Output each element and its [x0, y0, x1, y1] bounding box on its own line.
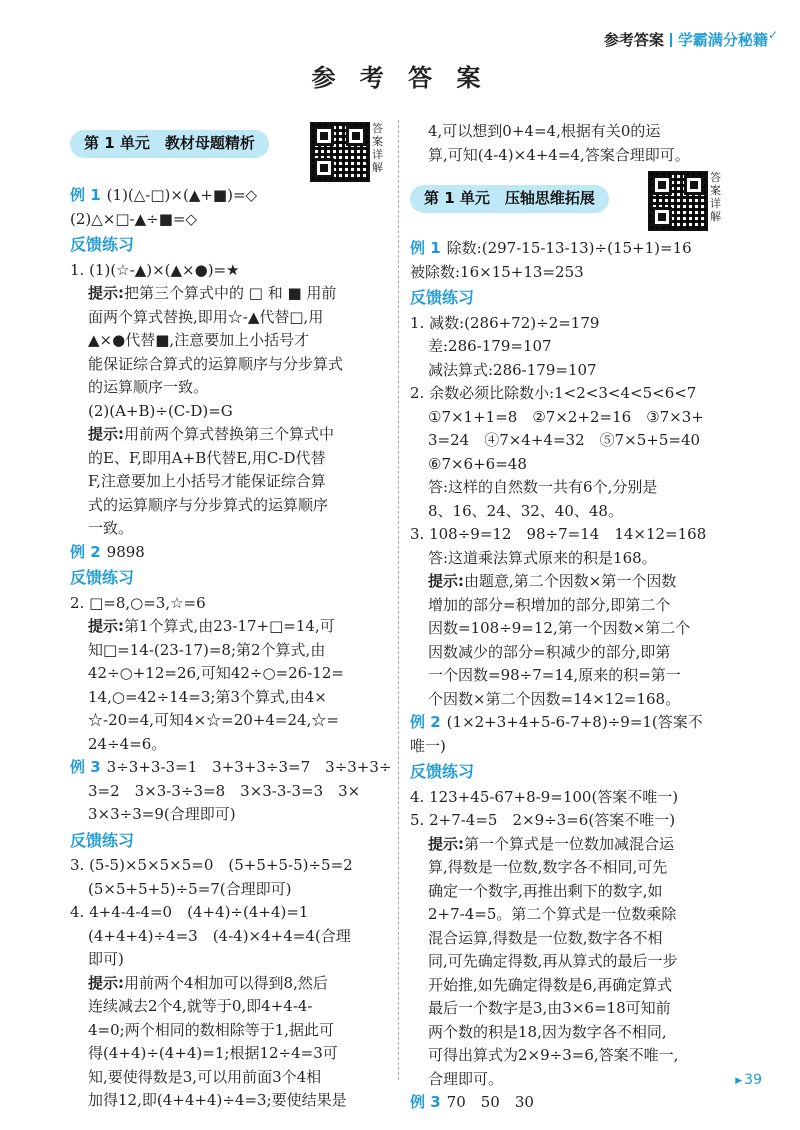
line-text: 答:这道乘法算式原来的积是168。	[428, 548, 657, 567]
answer-line	[70, 686, 392, 710]
answer-line	[410, 786, 740, 810]
feedback-heading: 反馈练习	[410, 288, 475, 307]
running-header	[604, 28, 778, 50]
answer-line	[70, 208, 392, 232]
line-text: 14,○=42÷14=3;第3个算式,由4×	[88, 687, 327, 706]
hint-label: 提示:	[88, 973, 124, 992]
line-text: 合理即可。	[428, 1069, 504, 1088]
answer-line	[410, 120, 740, 144]
answer-line	[70, 329, 392, 353]
answer-line	[70, 306, 392, 330]
line-text: 5. 2+7-4=5 2×9÷3=6(答案不唯一)	[410, 811, 676, 829]
answer-line	[410, 809, 740, 833]
section-title: 第 1 单元 教材母题精析	[70, 130, 269, 158]
line-text: ▲×●代替■,注意要加上小括号才	[88, 331, 310, 349]
hint-label: 提示:	[428, 572, 464, 590]
line-text: (4+4+4)÷4=3 (4-4)×4+4=4(合理	[88, 926, 351, 945]
left-section-header	[70, 120, 392, 184]
feedback-heading: 反馈练习	[70, 830, 135, 850]
answer-line	[410, 312, 740, 336]
answer-line	[70, 376, 392, 400]
feedback-heading: 反馈练习	[410, 762, 475, 781]
line-text: 同,可先确定得数,再从算式的最后一步	[428, 952, 678, 970]
line-text: 2. □=8,○=3,☆=6	[70, 593, 206, 612]
answer-line	[70, 423, 392, 447]
line-text: 被除数:16×15+13=253	[410, 262, 584, 281]
line-text: 一致。	[88, 519, 134, 537]
line-text: 面两个算式替换,即用☆-▲代替□,用	[88, 307, 324, 326]
answer-line	[410, 641, 740, 665]
answer-line	[70, 854, 392, 878]
line-text: 3=2 3×3-3÷3=8 3×3-3-3=3 3×	[88, 781, 361, 800]
line-text: 加得12,即(4+4+4)÷4=3;要使结果是	[88, 1091, 347, 1109]
right-lines	[410, 237, 743, 1115]
line-text: 因数=108÷9=12,第一个因数×第二个	[428, 619, 691, 637]
right-top-lines	[410, 120, 740, 167]
answer-line	[410, 711, 740, 735]
line-text: 的运算顺序一致。	[88, 378, 209, 396]
line-text: 3. 108÷9=12 98÷7=14 14×12=168	[410, 525, 707, 543]
line-text: 第一个算式是一位数加减混合运	[464, 834, 675, 853]
line-text: 3. (5-5)×5×5×5=0 (5+5+5-5)÷5=2	[70, 856, 353, 874]
line-text: 算,可知(4-4)×4+4=4,答案合理即可。	[428, 145, 690, 164]
answer-line	[70, 517, 392, 541]
line-text: 因数减少的部分=积减少的部分,即第	[428, 642, 671, 661]
line-text: 1. (1)(☆-▲)×(▲×●)=★	[70, 260, 240, 279]
answer-line	[410, 359, 740, 383]
example-label: 例 3	[70, 758, 101, 776]
answer-line	[410, 927, 740, 951]
answer-line	[70, 925, 392, 949]
line-text: 4=0;两个相同的数相除等于1,据此可	[88, 1020, 335, 1039]
section-title: 第 1 单元 压轴思维拓展	[410, 185, 609, 213]
feedback-heading: 反馈练习	[70, 568, 135, 587]
answer-line	[70, 592, 392, 616]
answer-line	[410, 335, 740, 359]
answer-line	[70, 1019, 392, 1043]
answer-line	[70, 780, 392, 804]
hint-label: 提示:	[88, 425, 124, 443]
answer-line	[410, 570, 740, 594]
column-divider	[398, 120, 399, 1080]
feedback-heading: 反馈练习	[70, 235, 135, 254]
line-text: 的E、F,即用A+B代替E,用C-D代替	[88, 448, 326, 467]
answer-line	[70, 353, 392, 377]
line-text: 24÷4=6。	[88, 734, 167, 753]
line-text: 4,可以想到0+4=4,根据有关0的运	[428, 122, 661, 140]
line-text: 连续减去2个4,就等于0,即4+4-4-	[88, 997, 313, 1015]
line-text: 9898	[106, 542, 145, 561]
line-text: 4. 123+45-67+8-9=100(答案不唯一)	[410, 787, 679, 806]
line-text: ①7×1+1=8 ②7×2+2=16 ③7×3+	[428, 407, 704, 426]
answer-line	[410, 833, 740, 857]
line-text: 8、16、24、32、40、48。	[428, 501, 623, 520]
answer-line	[410, 617, 740, 641]
line-text: 把第三个算式中的 □ 和 ■ 用前	[124, 284, 337, 302]
answer-line	[70, 756, 392, 780]
answer-line	[410, 997, 740, 1021]
line-text: 一个因数=98÷7=14,原来的积=第一	[428, 666, 681, 684]
qr-label: 答案详解	[710, 171, 721, 223]
answer-line	[70, 803, 392, 827]
answer-line	[70, 878, 392, 902]
answer-line	[410, 664, 740, 688]
leaf-icon: ✓	[767, 28, 778, 42]
answer-line	[410, 382, 740, 406]
answer-line	[410, 1068, 743, 1092]
answer-line	[70, 733, 392, 757]
line-text: 减法算式:286-179=107	[428, 360, 597, 379]
answer-line	[70, 470, 392, 494]
line-text: 第1个算式,由23-17+□=14,可	[124, 617, 335, 635]
answer-line	[410, 237, 740, 261]
line-text: 可得出算式为2×9÷3=6,答案不唯一,	[428, 1046, 679, 1064]
line-text: 差:286-179=107	[428, 337, 552, 355]
line-text: (5×5+5+5)÷5=7(合理即可)	[88, 879, 292, 898]
line-text: (1)(△-□)×(▲+■)=◇	[106, 186, 258, 204]
answer-line	[70, 615, 392, 639]
line-text: F,注意要加上小括号才能保证综合算	[88, 472, 326, 490]
answer-line	[410, 261, 740, 285]
answer-line	[410, 144, 740, 168]
answer-line	[70, 995, 392, 1019]
page-number: ▶ 39	[735, 1072, 762, 1088]
example-label: 例 1	[410, 239, 441, 257]
line-text: ⑥7×6+6=48	[428, 454, 527, 473]
answer-line	[410, 547, 740, 571]
answer-line	[70, 639, 392, 663]
answer-line	[70, 1066, 392, 1090]
answer-line	[410, 1021, 740, 1045]
answer-line	[410, 735, 740, 759]
answer-line	[70, 494, 392, 518]
example-label: 例 2	[70, 542, 101, 561]
line-text: 由题意,第二个因数×第一个因数	[464, 572, 677, 590]
line-text: 混合运算,得数是一位数,数字各不相	[428, 928, 663, 947]
left-column	[70, 120, 392, 1113]
hint-label: 提示:	[88, 284, 124, 302]
line-text: 即可)	[88, 950, 124, 968]
line-text: 42÷○+12=26,可知42÷○=26-12=	[88, 664, 344, 682]
line-text: 开始推,如先确定得数是6,再确定算式	[428, 975, 673, 994]
line-text: 除数:(297-15-13-13)÷(15+1)=16	[446, 239, 692, 257]
line-text: 式的运算顺序与分步算式的运算顺序	[88, 495, 329, 514]
answer-line	[70, 709, 392, 733]
right-column	[410, 120, 743, 1115]
line-text: 两个数的积是18,因为数字各不相同,	[428, 1022, 667, 1041]
answer-line	[70, 948, 392, 972]
triangle-icon: ▶	[735, 1076, 743, 1086]
answer-line	[410, 688, 740, 712]
answer-line	[70, 541, 392, 565]
qr-code-icon	[648, 171, 708, 231]
answer-line	[410, 1091, 740, 1115]
answer-line	[70, 972, 392, 996]
line-text: 2. 余数必须比除数小:1<2<3<4<5<6<7	[410, 384, 697, 402]
line-text: (1×2+3+4+5-6-7+8)÷9=1(答案不	[446, 713, 703, 731]
line-text: (2)△×□-▲÷■=◇	[70, 209, 197, 228]
answer-line	[410, 476, 740, 500]
answer-line	[410, 880, 740, 904]
answer-line	[70, 662, 392, 686]
hint-label: 提示:	[428, 834, 464, 853]
hint-label: 提示:	[88, 617, 124, 635]
answer-line	[410, 974, 740, 998]
line-text: 增加的部分=积增加的部分,即第二个	[428, 595, 671, 614]
answer-line	[70, 447, 392, 471]
page-title: 参 考 答 案	[311, 64, 489, 92]
line-text: 3÷3+3-3=1 3+3+3÷3=7 3÷3+3÷	[106, 758, 392, 776]
answer-line	[70, 901, 392, 925]
line-text: 用前两个算式替换第三个算式中	[124, 425, 335, 443]
answer-line	[410, 594, 740, 618]
line-text: ☆-20=4,可知4×☆=20+4=24,☆=	[88, 711, 339, 729]
line-text: 个因数×第二个因数=14×12=168。	[428, 689, 681, 708]
right-section-header	[410, 167, 740, 237]
answer-line	[70, 184, 392, 208]
example-label: 例 3	[410, 1093, 441, 1111]
answer-line	[70, 259, 392, 283]
line-text: 得(4+4)÷(4+4)=1;根据12÷4=3可	[88, 1044, 338, 1062]
line-text: 70 50 30	[446, 1093, 534, 1111]
answer-line	[410, 523, 740, 547]
left-lines	[70, 184, 392, 1113]
answer-line	[410, 429, 740, 453]
line-text: 算,得数是一位数,数字各不相同,可先	[428, 858, 668, 876]
example-label: 例 2	[410, 713, 441, 731]
answer-line	[70, 1042, 392, 1066]
answer-line	[410, 500, 740, 524]
example-label: 例 1	[70, 186, 101, 204]
line-text: 唯一)	[410, 736, 446, 755]
line-text: 1. 减数:(286+72)÷2=179	[410, 313, 600, 332]
line-text: 知,要使得数是3,可以用前面3个4相	[88, 1067, 322, 1086]
qr-code-icon	[310, 122, 370, 182]
line-text: (2)(A+B)÷(C-D)=G	[88, 401, 233, 420]
answer-line	[410, 1044, 740, 1068]
line-text: 3×3÷3=9(合理即可)	[88, 805, 236, 823]
answer-line	[70, 400, 392, 424]
answer-line	[70, 282, 392, 306]
header-brand: 学霸满分秘籍	[677, 31, 768, 49]
line-text: 最后一个数字是3,由3×6=18可知前	[428, 999, 671, 1017]
qr-label: 答案详解	[372, 122, 383, 174]
answer-line	[410, 406, 740, 430]
line-text: 3=24 ④7×4+4=32 ⑤7×5+5=40	[428, 431, 701, 449]
answer-line	[70, 1089, 392, 1113]
line-text: 确定一个数字,再推出剩下的数字,如	[428, 881, 663, 900]
line-text: 知□=14-(23-17)=8;第2个算式,由	[88, 640, 326, 659]
header-divider	[670, 33, 672, 47]
answer-line	[410, 453, 740, 477]
line-text: 2+7-4=5。第二个算式是一位数乘除	[428, 905, 677, 923]
line-text: 能保证综合算式的运算顺序与分步算式	[88, 354, 344, 373]
line-text: 4. 4+4-4-4=0 (4+4)÷(4+4)=1	[70, 903, 309, 921]
header-left: 参考答案	[603, 31, 664, 49]
answer-line	[410, 903, 740, 927]
line-text: 用前两个4相加可以得到8,然后	[124, 973, 328, 992]
answer-line	[410, 856, 740, 880]
line-text: 答:这样的自然数一共有6个,分别是	[428, 478, 658, 496]
answer-line	[410, 950, 740, 974]
